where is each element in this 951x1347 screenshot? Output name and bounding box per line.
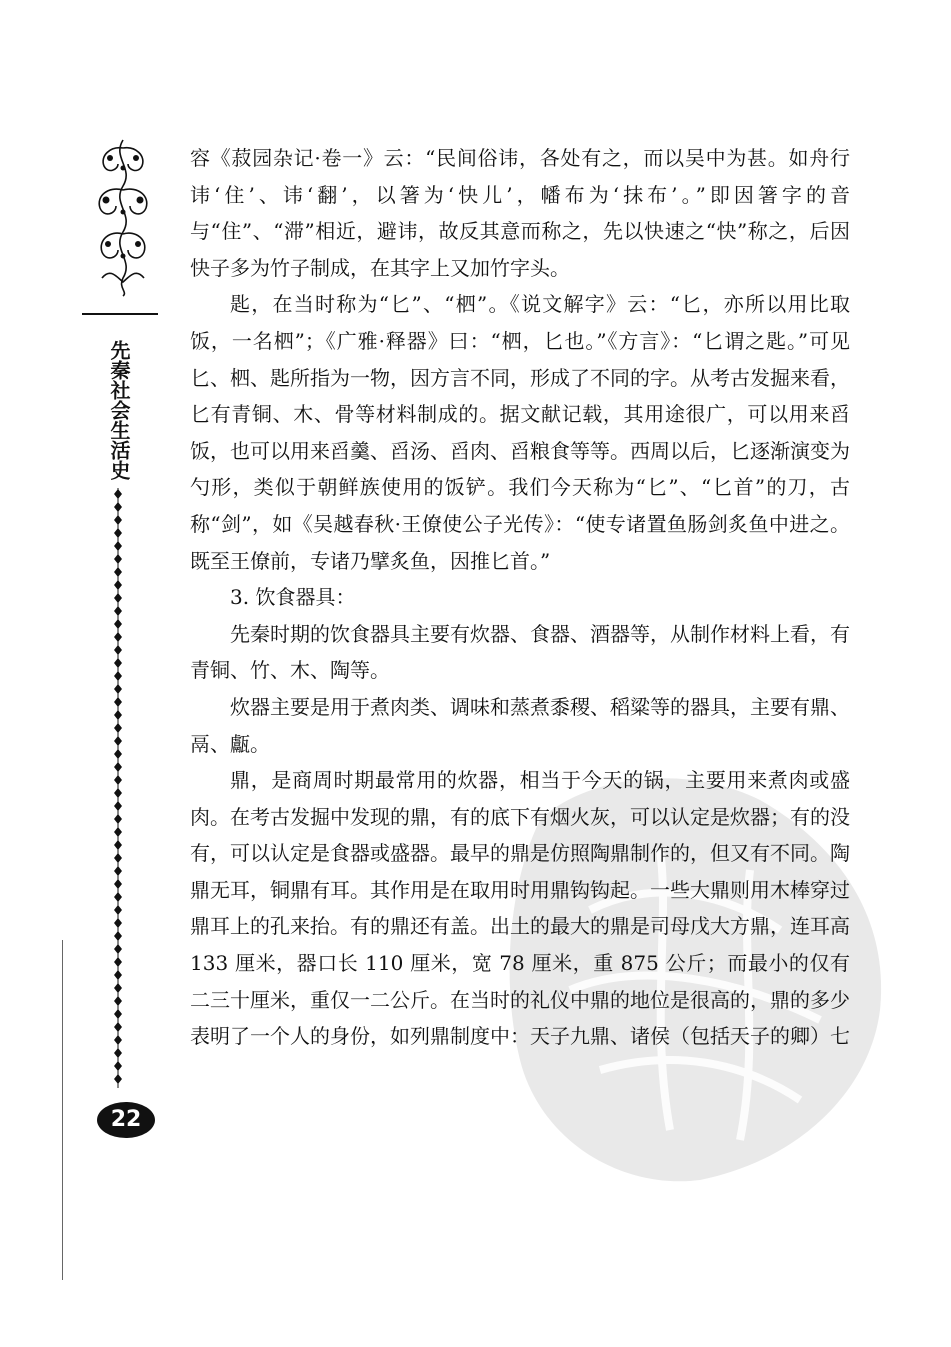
chain-diamond — [114, 1035, 122, 1045]
chain-diamond — [114, 944, 122, 954]
chain-diamond — [114, 710, 122, 720]
chain-diamond — [114, 554, 122, 564]
paragraph: 炊器主要是用于煮肉类、调味和蒸煮黍稷、稻粱等的器具，主要有鼎、鬲、甗。 — [190, 694, 850, 756]
chain-diamond — [114, 905, 122, 915]
chain-diamond — [114, 1022, 122, 1032]
chain-diamond — [114, 489, 122, 499]
paragraph: 鼎，是商周时期最常用的炊器，相当于今天的锅，主要用来煮肉或盛肉。在考古发掘中发现的鼎，有的底下有烟火灰，可以认定是炊器；有的没有，可以认定是食器或盛器。最早的鼎是仿照陶鼎制作的，但又有不同。陶鼎无耳，铜鼎有耳。其作用是在取用时用鼎钩钩起。一些大鼎则用木棒穿过鼎耳上的孔来抬。有的鼎还有盖。出土的最大的鼎是司母戊大方鼎，连耳高 133 厘米，器口长 110 厘米，宽 78 厘米，重 875 公斤；而最小的仅有二三十厘米，重仅一二公斤。在当时的礼仪中鼎的地位是很高的，鼎的多少表明了一个人的身份，如列鼎制度中：天子九鼎、诸侯（包括天子的卿）七 — [190, 768, 850, 1049]
chain-diamond — [114, 736, 122, 746]
chain-diamond — [114, 515, 122, 525]
chain-diamond — [114, 866, 122, 876]
chain-diamond — [114, 645, 122, 655]
chain-diamond — [114, 658, 122, 668]
floral-ornament-icon — [92, 138, 154, 298]
chain-diamond — [114, 892, 122, 902]
paragraph: 容《菽园杂记·卷一》云：“民间俗讳，各处有之，而以吴中为甚。如舟行讳‘住’、讳‘翻’，以箸为‘快儿’，幡布为‘抹布’。”即因箸字的音与“住”、“滞”相近，避讳，故反其意而称之，先以快速之“快”称之，后因快子多为竹子制成，在其字上又加竹字头。 — [190, 146, 850, 280]
margin-rule — [82, 313, 158, 315]
chain-diamond — [114, 541, 122, 551]
chain-diamond — [114, 788, 122, 798]
chain-diamond — [114, 619, 122, 629]
chain-diamond — [114, 931, 122, 941]
chain-diamond — [114, 606, 122, 616]
chain-diamond — [114, 580, 122, 590]
chain-diamond — [114, 567, 122, 577]
chain-diamond — [114, 983, 122, 993]
chain-diamond — [114, 957, 122, 967]
chain-diamond — [114, 879, 122, 889]
page-number: 22 — [97, 1102, 155, 1138]
chain-diamond — [114, 749, 122, 759]
chain-diamond — [114, 697, 122, 707]
paragraph: 先秦时期的饮食器具主要有炊器、食器、酒器等，从制作材料上看，有青铜、竹、木、陶等。 — [190, 621, 850, 683]
chain-diamond — [114, 840, 122, 850]
body-text — [190, 140, 850, 1055]
chain-diamond — [114, 502, 122, 512]
margin-line — [62, 940, 63, 1280]
chain-diamond — [114, 827, 122, 837]
chain-diamond — [114, 853, 122, 863]
section-heading: 3. 饮食器具： — [230, 585, 356, 610]
chain-diamond — [114, 1074, 122, 1084]
chain-diamond — [114, 528, 122, 538]
chain-ornament-icon — [103, 488, 133, 1088]
chain-diamond — [114, 632, 122, 642]
running-title: 先秦社会生活史 — [107, 340, 131, 480]
chain-diamond — [114, 1009, 122, 1019]
chain-diamond — [114, 996, 122, 1006]
chain-diamond — [114, 814, 122, 824]
chain-diamond — [114, 1048, 122, 1058]
paragraph: 匙，在当时称为“匕”、“柶”。《说文解字》云：“匕，亦所以用比取饭，一名柶”；《广雅·释器》曰：“柶，匕也。”《方言》：“匕谓之匙。”可见匕、柶、匙所指为一物，因方言不同，形成了不同的字。从考古发掘来看，匕有青铜、木、骨等材料制成的。据文献记载，其用途很广，可以用来舀饭，也可以用来舀羹、舀汤、舀肉、舀粮食等等。西周以后，匕逐渐演变为勺形，类似于朝鲜族使用的饭铲。我们今天称为“匕”、“匕首”的刀，古称“剑”，如《吴越春秋·王僚使公子光传》：“使专诸置鱼肠剑炙鱼中进之。既至王僚前，专诸乃擘炙鱼，因推匕首。” — [190, 292, 850, 573]
chain-diamond — [114, 970, 122, 980]
chain-diamond — [114, 762, 122, 772]
chain-diamond — [114, 671, 122, 681]
chain-diamond — [114, 775, 122, 785]
chain-diamond — [114, 723, 122, 733]
chain-diamond — [114, 684, 122, 694]
chain-diamond — [114, 918, 122, 928]
chain-diamond — [114, 1061, 122, 1071]
chain-diamond — [114, 593, 122, 603]
chain-diamond — [114, 801, 122, 811]
